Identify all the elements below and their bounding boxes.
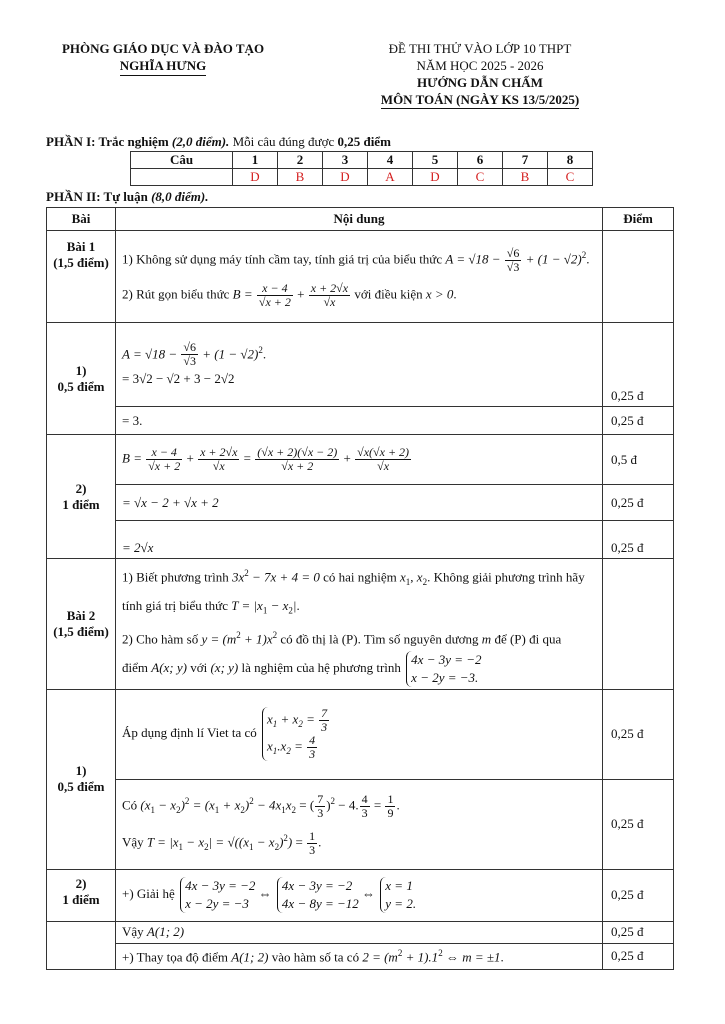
score: 0,25 đ	[603, 407, 674, 435]
grading-table: Bài Nội dung Điểm Bài 1 (1,5 điểm) 1) Không sử dụng máy tính cầm tay, tính giá trị của biểu thức A = √18 − $\frac{√6}{√3}$ + $(1 - √2)^2$. 2) Rút gọn biểu thức B = $\frac{x - 4}{√x + 2}$ + $\frac{x + 2√x}{√x}$ với điều kiện x > 0. 1) 0,5 điểm A = √18 − $\frac{√6}{√3}$ + $(1 - √2)^2$. = 3√2 − √2 + 3 − 2√2 0,25 đ = 3. 0,25 đ 2) 1 điểm B = $\frac{x - 4}{√x + 2}$ + $\frac{x + 2√x}{√x}$ = $\frac{(√x + 2)(√x - 2)}{√x + 2}$ + $\frac{√x(√x + 2)}{√x}$ 0,5 đ = √x − 2 + √x + 2 0,25 đ = 2√x 0,25 đ Bài 2 (1,5 điểm) 1) Biết phương trình $3x^2 - 7x + 4 = 0$ có hai nghiệm $x_1$, $x_2$. Không giải phương trình hãy tính giá trị biểu thức $T = |x_1 - x_2|$. 2) Cho hàm số $y = (m^2 + 1)x^2$ có đồ thị là (P). Tìm số nguyên dương m để (P) đi qua điểm A(x; y) với (x; y) là nghiệm của hệ phương trình 4x − 3y = −2 x − 2y = −3. 1) 0,5 điểm Áp dụng định lí Viet ta có $x_1 + x_2$ = $\frac{7}{3}$ $x_1.x_2$ = $\frac{4}{3}$ 0,25 đ Có $(x_1 - x_2)^2 = (x_1 + x_2)^2 - 4x_1x_2$ = ( $\frac{7}{3}$ )$^2$ − 4. $\frac{4}{3}$ = $\frac{1}{9}$ . Vậy $T = |x_1 - x_2| = √((x_1 - x_2)^2)$ = $\frac{1}{3}$ . 0,25 đ 2) 1 điểm +) Giải hệ 4x − 3y = −2 x − 2y = −3 ⇔ 4x − 3y = −2 4x − 8y = −12 ⇔ x = 1 y = 2. 0,25 đ Vậy A(1; 2) 0,25 đ +) Thay tọa độ điểm A(1; 2) vào hàm số ta có $2 = (m^2 + 1).1^2$ ⇔ m = ±1. 0,25 đ	[46, 207, 674, 970]
score: 0,25 đ	[603, 943, 674, 969]
exam-title: ĐỀ THI THỬ VÀO LỚP 10 THPT	[388, 41, 572, 56]
department-name: PHÒNG GIÁO DỤC VÀ ĐÀO TẠO	[61, 41, 265, 56]
col-bai: Bài	[47, 208, 116, 231]
answer-cell: C	[548, 169, 593, 186]
score: 0,25 đ	[603, 521, 674, 559]
b1p1-step: = 3√2 − √2 + 3 − 2√2	[122, 371, 235, 387]
score: 0,25 đ	[603, 323, 674, 407]
answer-cell: D	[323, 169, 368, 186]
score: 0,5 đ	[603, 435, 674, 485]
school-year: NĂM HỌC 2025 - 2026	[416, 58, 544, 73]
b1p2-result: = 2√x	[116, 521, 603, 559]
guide-title: HƯỚNG DẪN CHẤM	[417, 75, 543, 90]
score: 0,25 đ	[603, 921, 674, 943]
bai1-question: 1) Không sử dụng máy tính cầm tay, tính giá trị của biểu thức A = √18 − $\frac{√6}{√3}$ + $(1 - √2)^2$. 2) Rút gọn biểu thức B = $\frac{x - 4}{√x + 2}$ + $\frac{x + 2√x}{√x}$ với điều kiện x > 0.	[116, 231, 603, 323]
score: 0,25 đ	[603, 869, 674, 921]
part1-heading: PHẦN I: Trắc nghiệm (2,0 điểm). Mỗi câu đúng được 0,25 điểm	[46, 134, 391, 149]
b2p1-cell: 1) 0,5 điểm	[47, 689, 116, 869]
answer-cell: A	[368, 169, 413, 186]
answer-cell: B	[278, 169, 323, 186]
b1p1-result: = 3.	[116, 407, 603, 435]
bai2-cell: Bài 2 (1,5 điểm)	[47, 559, 116, 690]
subject-title: MÔN TOÁN (NGÀY KS 13/5/2025)	[380, 92, 580, 107]
score: 0,25 đ	[603, 689, 674, 779]
answer-cell: D	[413, 169, 458, 186]
score: 0,25 đ	[603, 779, 674, 869]
header-left	[28, 40, 298, 76]
col-noidung: Nội dung	[116, 208, 603, 231]
b1p2-cell: 2) 1 điểm	[47, 435, 116, 559]
b2p2-cell: 2) 1 điểm	[47, 869, 116, 921]
answer-cell: D	[233, 169, 278, 186]
part2-heading: PHẦN II: Tự luận (8,0 điểm).	[46, 189, 209, 204]
answer-cell: C	[458, 169, 503, 186]
answer-cell: B	[503, 169, 548, 186]
b1p1-cell: 1) 0,5 điểm	[47, 323, 116, 435]
col-diem: Điểm	[603, 208, 674, 231]
district-name: NGHĨA HƯNG	[120, 57, 207, 76]
answer-table: Câu 1 2 3 4 5 6 7 8 D B D A D C B C	[130, 151, 593, 186]
bai1-cell: Bài 1 (1,5 điểm)	[47, 231, 116, 323]
b1p2-step: = √x − 2 + √x + 2	[116, 485, 603, 521]
answer-row-label: Câu	[131, 152, 233, 169]
header-right	[330, 40, 630, 109]
score: 0,25 đ	[603, 485, 674, 521]
bai2-question: 1) Biết phương trình $3x^2 - 7x + 4 = 0$ có hai nghiệm $x_1$, $x_2$. Không giải phương trình hãy tính giá trị biểu thức $T = |x_1 - x_2|$. 2) Cho hàm số $y = (m^2 + 1)x^2$ có đồ thị là (P). Tìm số nguyên dương m để (P) đi qua điểm A(x; y) với (x; y) là nghiệm của hệ phương trình 4x − 3y = −2 x − 2y = −3.	[116, 559, 603, 690]
